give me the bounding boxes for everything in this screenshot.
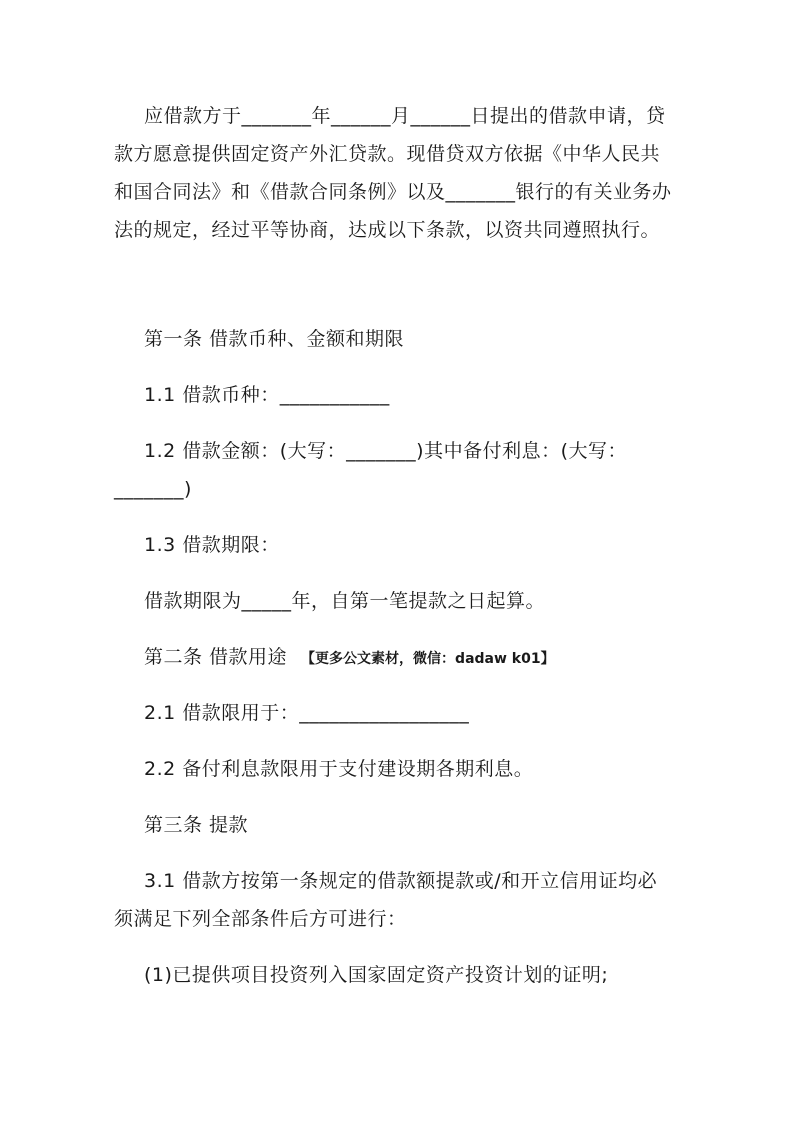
- ad-note: 【更多公文素材，微信：dadaw k01】: [301, 651, 555, 667]
- clause-3-1: 3.1 借款方按第一条规定的借款额提款或/和开立信用证均必须满足下列全部条件后方可进行：: [114, 870, 658, 930]
- clause-1-3: 1.3 借款期限：: [144, 534, 280, 556]
- condition-1: (1)已提供项目投资列入国家固定资产投资计划的证明;: [144, 964, 609, 986]
- clause-1-1: 1.1 借款币种：___________: [144, 384, 390, 406]
- intro-paragraph: 应借款方于_______年______月______日提出的借款申请，贷款方愿意提供固定资产外汇贷款。现借贷双方依据《中华人民共和国合同法》和《借款合同条例》以及_______银行的有关业务办法的规定，经过平等协商，达成以下条款，以资共同遵照执行。: [114, 105, 672, 241]
- article-1-heading: 第一条 借款币种、金额和期限: [144, 328, 405, 350]
- loan-term-text: 借款期限为_____年，自第一笔提款之日起算。: [144, 590, 546, 612]
- clause-2-2: 2.2 备付利息款限用于支付建设期各期利息。: [144, 758, 534, 780]
- article-3-heading: 第三条 提款: [144, 814, 249, 836]
- article-2-title: 第二条 借款用途: [144, 646, 288, 668]
- clause-2-1: 2.1 借款限用于：_________________: [144, 702, 470, 724]
- article-2-heading: [114, 638, 674, 678]
- clause-1-2: 1.2 借款金额：(大写：_______)其中备付利息：(大写：_______): [114, 440, 627, 500]
